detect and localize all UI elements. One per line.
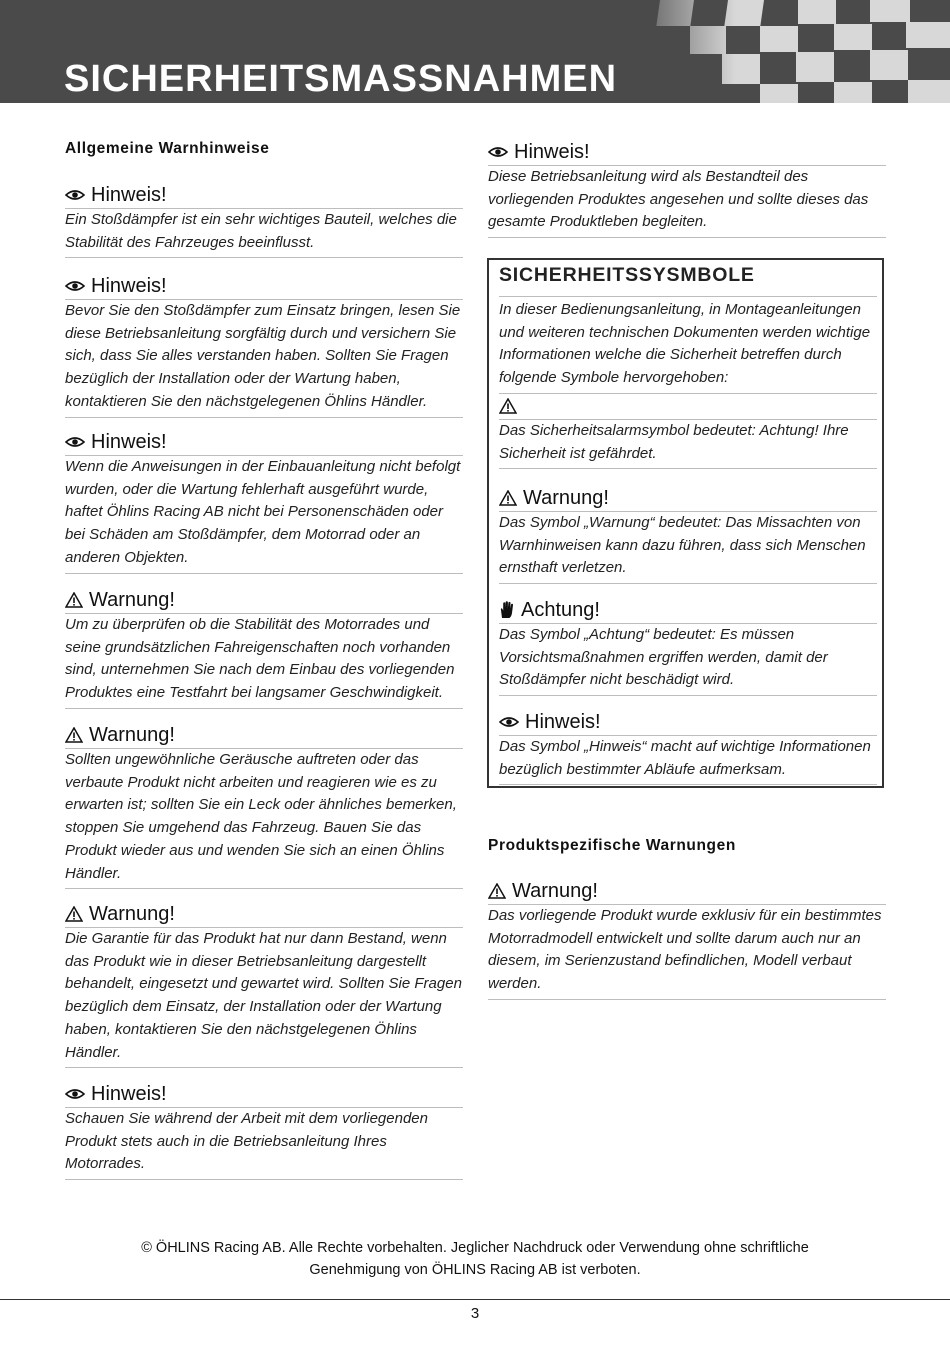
warning-triangle-icon [65, 906, 83, 922]
left-column [65, 140, 463, 1173]
block-text: Das Sicherheitsalarmsymbol bedeutet: Achtung! Ihre Sicherheit ist gefährdet. [499, 420, 877, 469]
section-title-general-warnings: Allgemeine Warnhinweise [65, 140, 270, 157]
safety-symbols-box [487, 258, 884, 788]
symbol-item-notice [499, 710, 877, 785]
block-heading: Hinweis! [525, 710, 601, 733]
warning-triangle-icon [499, 398, 517, 414]
copyright-footer [0, 1238, 950, 1281]
block-text: Um zu überprüfen ob die Stabilität des Motorrades und seine grundsätzlichen Fahreigenschaften noch vorhanden sind, unternehmen Sie nach dem Einbau des vorliegenden Produktes eine Testfahrt bei langsamer Geschwindigkeit. [65, 614, 463, 709]
block-text: Schauen Sie während der Arbeit mit dem vorliegenden Produkt stets auch in die Betriebsanleitung Ihres Motorrades. [65, 1108, 463, 1180]
block-text: Ein Stoßdämpfer ist ein sehr wichtiges Bauteil, welches die Stabilität des Fahrzeuges beeinflusst. [65, 209, 463, 258]
page-header [0, 0, 950, 103]
page-number: 3 [470, 1305, 480, 1322]
notice-block [65, 274, 463, 418]
eye-icon [65, 436, 85, 448]
block-heading: Warnung! [89, 902, 175, 925]
copyright-line-2: Genehmigung von ÖHLINS Racing AB ist verboten. [309, 1261, 641, 1278]
block-heading: Achtung! [521, 598, 600, 621]
block-heading: Warnung! [89, 723, 175, 746]
warning-block [65, 588, 463, 709]
eye-icon [65, 1088, 85, 1100]
warning-triangle-icon [65, 592, 83, 608]
warning-block [488, 879, 886, 1000]
block-heading: Hinweis! [514, 140, 590, 163]
notice-block [488, 140, 886, 238]
notice-block [65, 1082, 463, 1180]
block-heading: Hinweis! [91, 183, 167, 206]
hand-stop-icon [499, 601, 515, 619]
warning-block [65, 723, 463, 889]
block-text: Diese Betriebsanleitung wird als Bestandteil des vorliegenden Produktes angesehen und sollte dieses das gesamte Produktleben begleiten. [488, 166, 886, 238]
notice-block [65, 183, 463, 258]
block-heading: Hinweis! [91, 1082, 167, 1105]
symbol-item-alarm [499, 394, 877, 469]
page-title: SICHERHEITSMASSNAHMEN [64, 58, 618, 100]
eye-icon [65, 280, 85, 292]
block-text: Sollten ungewöhnliche Geräusche auftreten oder das verbaute Produkt nicht arbeiten und reagieren wie es zu erwarten ist; sollten Sie ein Leck oder ähnliches bemerken, stoppen Sie umgehend das Fahrzeug. Bauen Sie das Produkt wieder aus und wenden Sie sich an einen Öhlins Händler. [65, 749, 463, 889]
block-text: Das Symbol „Warnung“ bedeutet: Das Missachten von Warnhinweisen kann dazu führen, dass sich Menschen ernsthaft verletzen. [499, 512, 877, 584]
block-text: Das Symbol „Hinweis“ macht auf wichtige Informationen bezüglich bestimmter Abläufe aufmerksam. [499, 736, 877, 785]
symbols-intro-text: In dieser Bedienungsanleitung, in Montageanleitungen und weiteren technischen Dokumenten werden wichtige Informationen welche die Sicherheit betreffen durch folgende Symbole hervorgehoben: [499, 296, 877, 394]
block-heading: Warnung! [512, 879, 598, 902]
block-text: Bevor Sie den Stoßdämpfer zum Einsatz bringen, lesen Sie diese Betriebsanleitung sorgfältig durch und versichern Sie sich, dass Sie alles verstanden haben. Sollten Sie Fragen bezüglich der Installation oder der Wartung haben, kontaktieren Sie den nächstgelegenen Öhlins Händler. [65, 300, 463, 418]
block-heading: Hinweis! [91, 430, 167, 453]
block-text: Wenn die Anweisungen in der Einbauanleitung nicht befolgt wurden, oder die Wartung fehlerhaft ausgeführt wurde, haftet Öhlins Racing AB nicht bei Personenschäden oder bei Schäden am Stoßdämpfer, dem Motorrad oder an anderen Objekten. [65, 456, 463, 574]
block-text: Das Symbol „Achtung“ bedeutet: Es müssen Vorsichtsmaßnahmen ergriffen werden, damit der Stoßdämpfer nicht beschädigt wird. [499, 624, 877, 696]
warning-triangle-icon [488, 883, 506, 899]
copyright-line-1: © ÖHLINS Racing AB. Alle Rechte vorbehalten. Jeglicher Nachdruck oder Verwendung ohne schriftliche [141, 1240, 809, 1256]
block-text: Die Garantie für das Produkt hat nur dann Bestand, wenn das Produkt wie in dieser Betriebsanleitung dargestellt behandelt, eingesetzt und gewartet wird. Sollten Sie Fragen bezüglich dem Einsatz, der Installation oder der Wartung haben, kontaktieren Sie den nächstgelegenen Öhlins Händler. [65, 928, 463, 1068]
eye-icon [488, 146, 508, 158]
eye-icon [499, 716, 519, 728]
warning-block [65, 902, 463, 1068]
block-heading: Hinweis! [91, 274, 167, 297]
footer-divider [0, 1299, 950, 1300]
block-text: Das vorliegende Produkt wurde exklusiv für ein bestimmtes Motorradmodell entwickelt und sollte darum auch nur an diesem, im Serienzustand befindlichen, Modell verbaut werden. [488, 905, 886, 1000]
symbol-item-caution [499, 598, 877, 696]
block-heading: Warnung! [89, 588, 175, 611]
section-title-product-warnings: Produktspezifische Warnungen [488, 837, 736, 854]
warning-triangle-icon [65, 727, 83, 743]
notice-block [65, 430, 463, 574]
block-heading: Warnung! [523, 486, 609, 509]
safety-symbols-title: SICHERHEITSSYSMBOLE [499, 264, 755, 286]
symbol-item-warning [499, 486, 877, 584]
warning-triangle-icon [499, 490, 517, 506]
eye-icon [65, 189, 85, 201]
symbols-intro [499, 296, 877, 394]
